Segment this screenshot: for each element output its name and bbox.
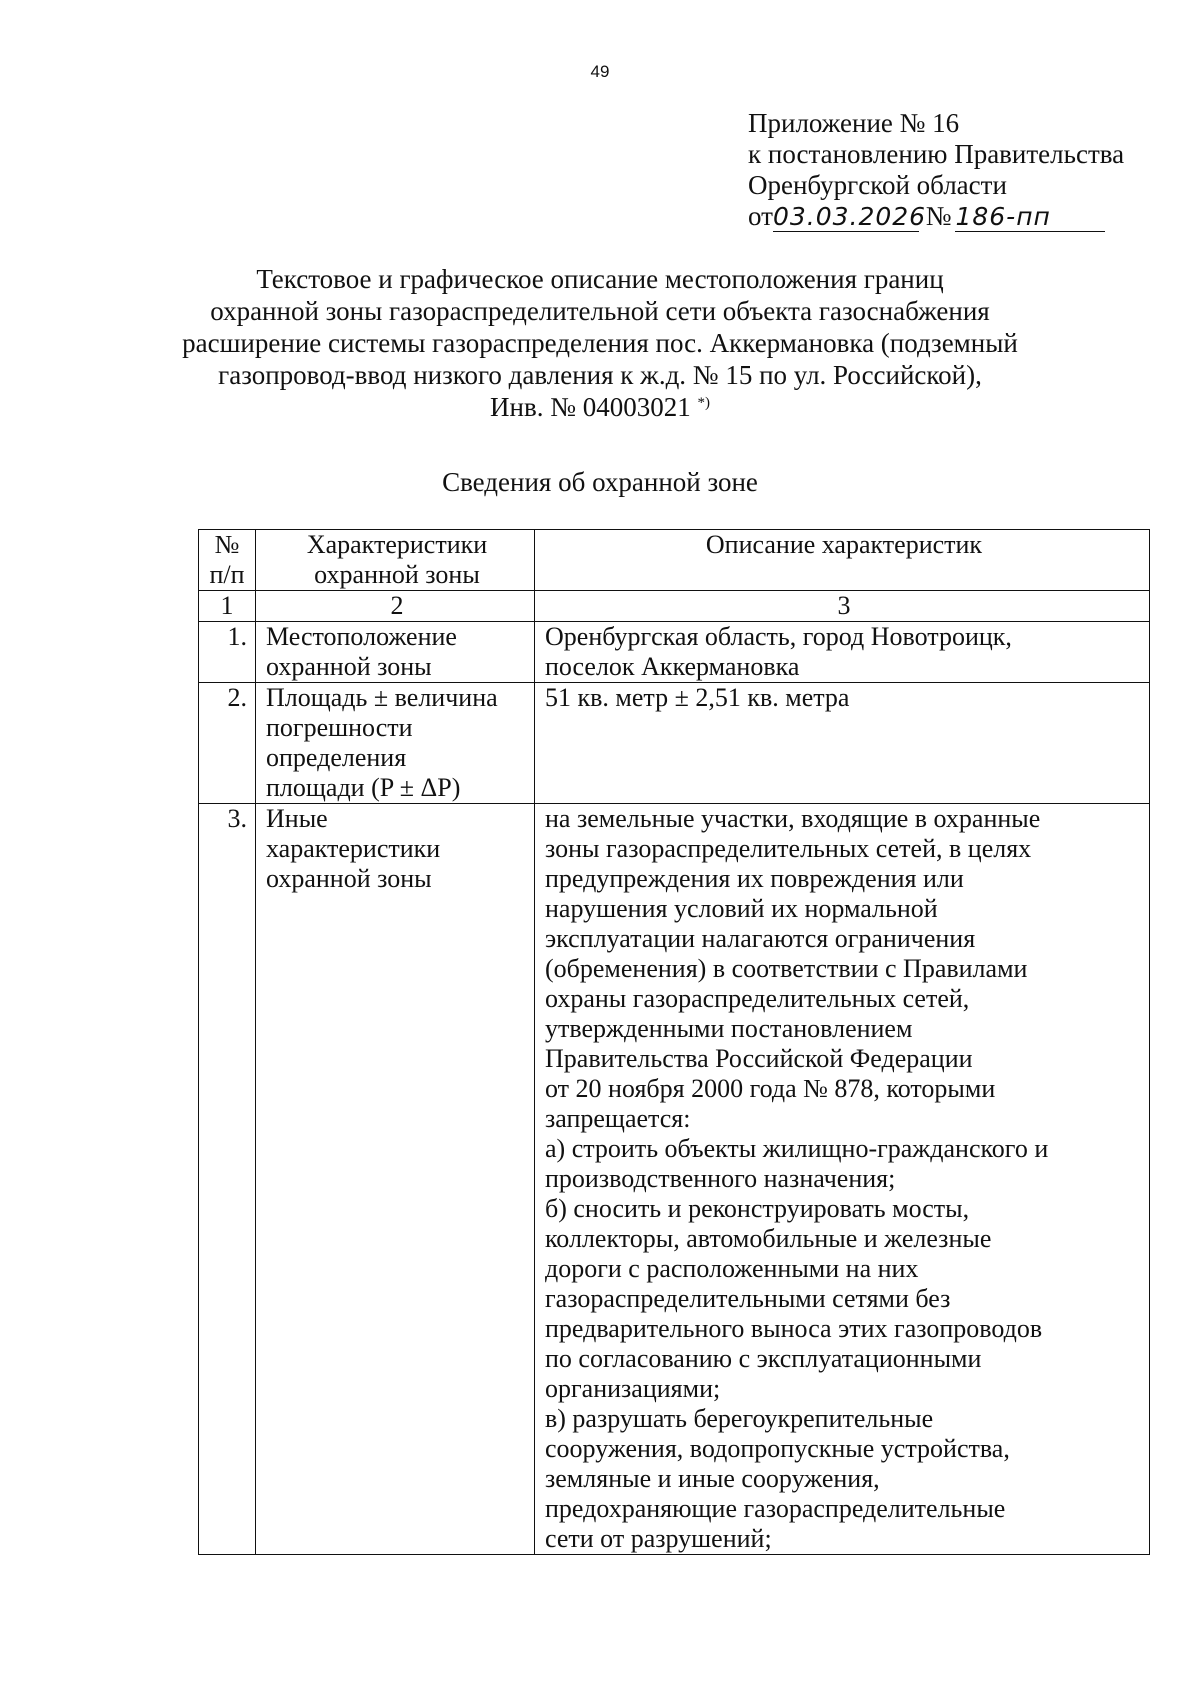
date-prefix: от: [748, 201, 773, 231]
zone-info-table: [198, 529, 1150, 1555]
appendix-reference: к постановлению Правительства: [748, 139, 1125, 169]
text-line: утвержденными постановлением: [545, 1014, 913, 1043]
text-line: площади (P ± ΔP): [266, 773, 461, 802]
text-line: определения: [266, 743, 407, 772]
table-row: [199, 622, 1150, 683]
number-prefix: №: [925, 201, 952, 231]
title-line: расширение системы газораспределения пос. Аккермановка (подземный: [182, 328, 1018, 358]
text-line: предупреждения их повреждения или: [545, 864, 964, 893]
title-line: [0, 391, 1200, 423]
header-characteristics: Характеристики охранной зоны: [256, 530, 535, 591]
column-number: 1: [199, 591, 256, 622]
title-line: газопровод-ввод низкого давления к ж.д. № 15 по ул. Российской),: [218, 360, 982, 390]
text-line: Местоположение: [266, 622, 457, 651]
row-characteristic: [256, 683, 535, 804]
text-line: организациями;: [545, 1374, 721, 1403]
text-line: Площадь ± величина: [266, 683, 498, 712]
text-line: запрещается:: [545, 1104, 691, 1133]
text-line: погрешности: [266, 713, 413, 742]
handwritten-date: 03.03.2026: [772, 202, 927, 231]
text-line: предварительного выноса этих газопроводов: [545, 1314, 1043, 1343]
text-line: дороги с расположенными на них: [545, 1254, 919, 1283]
text-line: Оренбургская область, город Новотроицк,: [545, 622, 1012, 651]
text-line: коллекторы, автомобильные и железные: [545, 1224, 992, 1253]
row-number: 1.: [199, 622, 256, 683]
appendix-block: [748, 108, 1124, 232]
text-line: в) разрушать берегоукрепительные: [545, 1404, 934, 1433]
text-line: Иные: [266, 804, 328, 833]
text-line: охранной зоны: [266, 864, 432, 893]
title-line: Текстовое и графическое описание местоположения границ: [256, 264, 944, 294]
text-line: характеристики: [266, 834, 441, 863]
text-line: а) строить объекты жилищно-гражданского и: [545, 1134, 1049, 1163]
row-number: 3.: [199, 804, 256, 1555]
text-line: б) сносить и реконструировать мосты,: [545, 1194, 970, 1223]
text-line: газораспределительными сетями без: [545, 1284, 951, 1313]
text-line: сооружения, водопропускные устройства,: [545, 1434, 1010, 1463]
text-line: охраны газораспределительных сетей,: [545, 984, 970, 1013]
text-line: зоны газораспределительных сетей, в целях: [545, 834, 1032, 863]
title-line: охранной зоны газораспределительной сети объекта газоснабжения: [210, 296, 990, 326]
column-number: 3: [535, 591, 1150, 622]
text-line: предохраняющие газораспределительные: [545, 1494, 1006, 1523]
text-line: поселок Аккермановка: [545, 652, 800, 681]
table-row: [199, 683, 1150, 804]
row-characteristic: [256, 804, 535, 1555]
table-row: [199, 804, 1150, 1555]
text-line: 51 кв. метр ± 2,51 кв. метра: [545, 683, 850, 712]
header-description: Описание характеристик: [535, 530, 1150, 591]
text-line: Правительства Российской Федерации: [545, 1044, 973, 1073]
section-subtitle: Сведения об охранной зоне: [442, 467, 758, 497]
text-line: по согласованию с эксплуатационными: [545, 1344, 982, 1373]
column-number: 2: [256, 591, 535, 622]
handwritten-number: 186-пп: [955, 203, 1105, 232]
text-line: от 20 ноября 2000 года № 878, которыми: [545, 1074, 996, 1103]
text-line: производственного назначения;: [545, 1164, 896, 1193]
row-description: [535, 622, 1150, 683]
text-line: сети от разрушений;: [545, 1524, 772, 1553]
column-number-row: [199, 591, 1150, 622]
text-line: (обременения) в соответствии с Правилами: [545, 954, 1028, 983]
text-line: охранной зоны: [266, 652, 432, 681]
text-line: эксплуатации налагаются ограничения: [545, 924, 976, 953]
row-number: 2.: [199, 683, 256, 804]
text-line: земляные и иные сооружения,: [545, 1464, 880, 1493]
footnote-mark: *): [697, 395, 710, 411]
appendix-date-line: [748, 201, 1124, 232]
page-number: 49: [590, 62, 610, 81]
row-characteristic: [256, 622, 535, 683]
row-description: [535, 804, 1150, 1555]
appendix-title: Приложение № 16: [748, 108, 960, 138]
text-line: на земельные участки, входящие в охранные: [545, 804, 1041, 833]
text-line: нарушения условий их нормальной: [545, 894, 938, 923]
document-title: [0, 263, 1200, 423]
table-header-row: [199, 530, 1150, 591]
inventory-number: Инв. № 04003021: [490, 392, 691, 422]
row-description: [535, 683, 1150, 804]
appendix-region: Оренбургской области: [748, 170, 1007, 200]
header-number: № п/п: [199, 530, 256, 591]
